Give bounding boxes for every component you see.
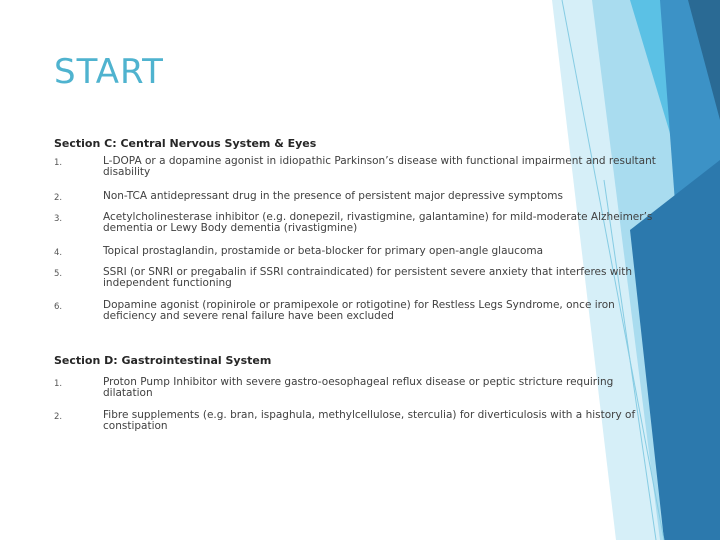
list-item-number: 3. [54, 214, 63, 224]
list-item-text: Dopamine agonist (ropinirole or pramipexole or rotigotine) for Restless Legs Syndrome, once iron deficiency and severe renal failure have been excluded [103, 299, 615, 322]
list-item-number: 6. [54, 302, 63, 312]
slide-title: START [54, 52, 164, 92]
list-item-text: Topical prostaglandin, prostamide or beta-blocker for primary open-angle glaucoma [103, 245, 544, 257]
list-item-number: 2. [54, 412, 63, 422]
list-item-text: Acetylcholinesterase inhibitor (e.g. donepezil, rivastigmine, galantamine) for mild-moderate Alzheimer’s dementia or Lewy Body dementia (rivastigmine) [103, 211, 653, 234]
section-heading-c: Section C: Central Nervous System & Eyes [54, 137, 317, 150]
section-heading-d: Section D: Gastrointestinal System [54, 354, 272, 367]
list-item-number: 4. [54, 248, 63, 258]
list-item-text: Fibre supplements (e.g. bran, ispaghula, methylcellulose, sterculia) for diverticulosis with a history of constipation [103, 409, 636, 432]
list-item [54, 212, 664, 234]
list-item-number: 1. [54, 379, 63, 389]
list-item-number: 2. [54, 193, 63, 203]
list-item [54, 191, 664, 202]
list-item [54, 246, 664, 257]
list-item-text: Non-TCA antidepressant drug in the presence of persistent major depressive symptoms [103, 190, 563, 202]
list-item-number: 5. [54, 269, 63, 279]
list-item-text: SSRI (or SNRI or pregabalin if SSRI contraindicated) for persistent severe anxiety that interferes with independent functioning [103, 266, 633, 289]
list-item [54, 300, 664, 322]
list-item [54, 267, 664, 289]
list-item [54, 156, 664, 178]
list-item-number: 1. [54, 158, 63, 168]
list-item-text: L-DOPA or a dopamine agonist in idiopathic Parkinson’s disease with functional impairment and resultant disability [103, 155, 656, 178]
list-item [54, 377, 664, 399]
list-item-text: Proton Pump Inhibitor with severe gastro-oesophageal reflux disease or peptic stricture requiring dilatation [103, 376, 614, 399]
list-item [54, 410, 664, 432]
